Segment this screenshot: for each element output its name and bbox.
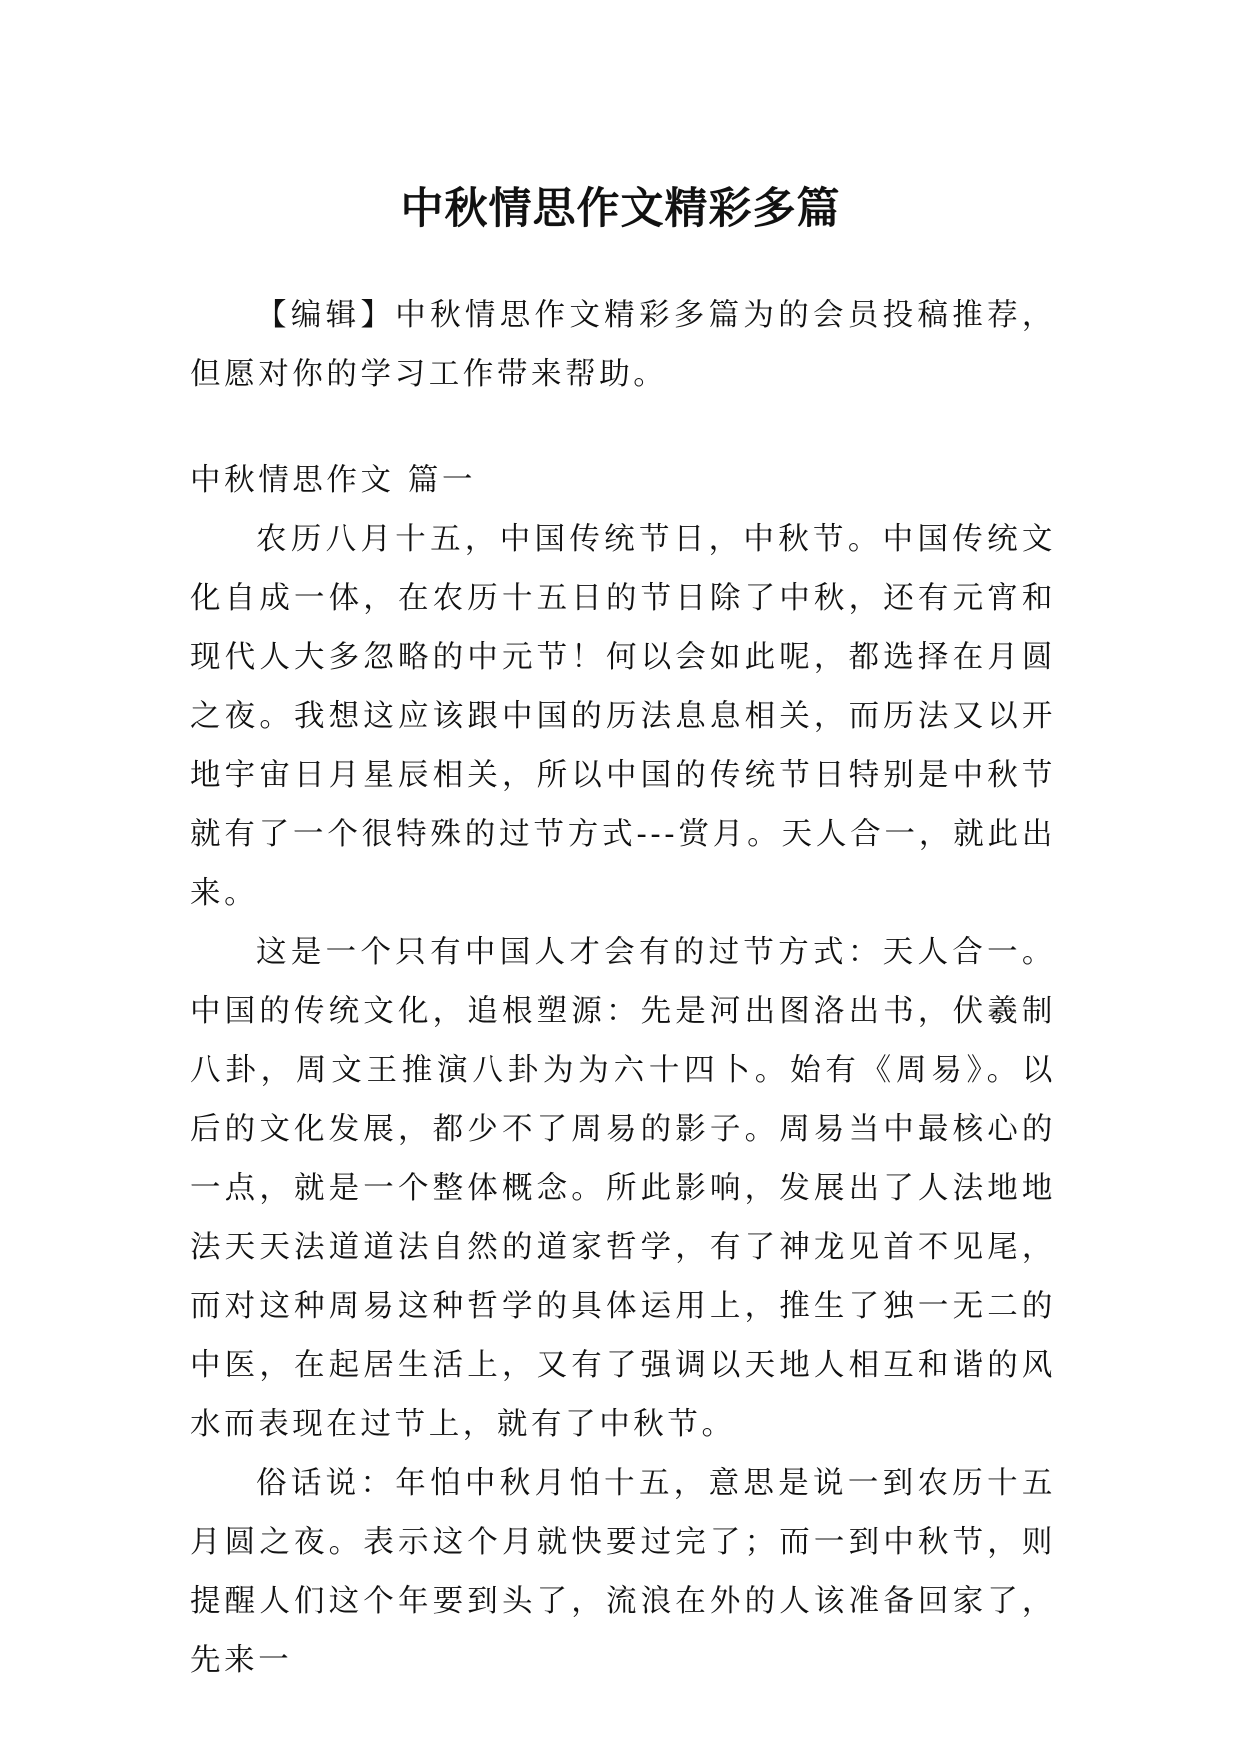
body-paragraph-2: 这是一个只有中国人才会有的过节方式：天人合一。中国的传统文化，追根塑源：先是河出图洛出书，伏羲制八卦，周文王推演八卦为为六十四卜。始有《周易》。以后的文化发展，都少不了周易的影子。周易当中最核心的一点，就是一个整体概念。所此影响，发展出了人法地地法天天法道道法自然的道家哲学，有了神龙见首不见尾，而对这种周易这种哲学的具体运用上，推生了独一无二的中医，在起居生活上，又有了强调以天地人相互和谐的风水而表现在过节上，就有了中秋节。	[190, 935, 1056, 1442]
document-body	[190, 286, 1056, 1690]
section-heading: 中秋情思作文 篇一	[190, 463, 477, 498]
intro-paragraph: 【编辑】中秋情思作文精彩多篇为的会员投稿推荐，但愿对你的学习工作带来帮助。	[190, 298, 1056, 392]
body-paragraph-3: 俗话说：年怕中秋月怕十五，意思是说一到农历十五月圆之夜。表示这个月就快要过完了；而一到中秋节，则提醒人们这个年要到头了，流浪在外的人该准备回家了，先来一	[190, 1466, 1056, 1678]
document-title: 中秋情思作文精彩多篇	[400, 183, 841, 234]
body-paragraph-1: 农历八月十五，中国传统节日，中秋节。中国传统文化自成一体，在农历十五日的节日除了中秋，还有元宵和现代人大多忽略的中元节！何以会如此呢，都选择在月圆之夜。我想这应该跟中国的历法息息相关，而历法又以开地宇宙日月星辰相关，所以中国的传统节日特别是中秋节就有了一个很特殊的过节方式---赏月。天人合一，就此出来。	[190, 522, 1056, 911]
